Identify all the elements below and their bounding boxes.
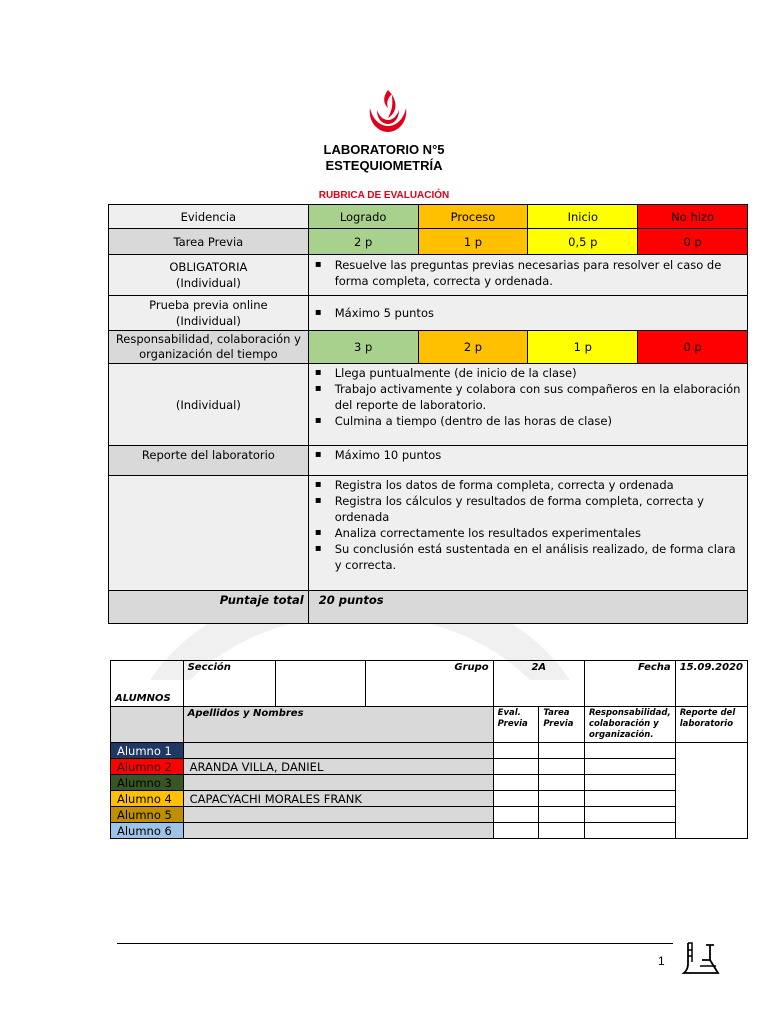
rubric-title: RUBRICA DE EVALUACIÓN — [318, 190, 450, 201]
empty-cell — [109, 476, 309, 591]
eval-cell[interactable] — [493, 743, 539, 759]
student-name[interactable] — [183, 743, 493, 759]
reporte-row — [109, 446, 748, 476]
resp-cell[interactable] — [585, 807, 676, 823]
student-row — [111, 775, 748, 791]
list-item: ▪ Llega puntualmente (de inicio de la clase) — [335, 365, 743, 381]
empty-cell — [111, 707, 184, 743]
resp-cell[interactable] — [585, 759, 676, 775]
grupo-label: Grupo — [365, 661, 493, 707]
score-proceso: 1 p — [418, 229, 528, 255]
student-row — [111, 807, 748, 823]
student-name[interactable]: ARANDA VILLA, DANIEL — [183, 759, 493, 775]
list-item: ▪ Trabajo activamente y colabora con sus compañeros en la elaboración del reporte de laboratorio. — [335, 381, 743, 413]
resp-cell[interactable] — [585, 743, 676, 759]
tarea-cell[interactable] — [539, 759, 585, 775]
header-evidencia: Evidencia — [109, 205, 309, 229]
rubric-header-row — [109, 205, 748, 229]
header-inicio: Inicio — [528, 205, 638, 229]
seccion-label: Sección — [183, 661, 275, 707]
responsabilidad-row — [109, 331, 748, 364]
students-header-row — [111, 661, 748, 707]
alumno-label: Alumno 3 — [111, 775, 184, 791]
score-proceso: 2 p — [418, 331, 528, 364]
header-logrado: Logrado — [308, 205, 418, 229]
alumno-label: Alumno 2 — [111, 759, 184, 775]
obligatoria-cell — [109, 255, 309, 296]
col-resp: Responsabilidad, colaboración y organización. — [585, 707, 676, 743]
resp-cell[interactable] — [585, 823, 676, 839]
eval-cell[interactable] — [493, 807, 539, 823]
tarea-cell[interactable] — [539, 807, 585, 823]
eval-cell[interactable] — [493, 791, 539, 807]
list-item: ▪ Máximo 10 puntos — [335, 447, 743, 463]
list-item: ▪ Analiza correctamente los resultados experimentales — [335, 525, 743, 541]
score-logrado: 3 p — [308, 331, 418, 364]
alumno-label: Alumno 4 — [111, 791, 184, 807]
prueba-cell — [109, 296, 309, 331]
score-no-hizo: 0 p — [638, 331, 748, 364]
reporte-cell[interactable] — [675, 743, 747, 839]
tarea-previa-row — [109, 229, 748, 255]
list-item: ▪ Culmina a tiempo (dentro de las horas de clase) — [335, 413, 743, 429]
header-proceso: Proceso — [418, 205, 528, 229]
total-value: 20 puntos — [308, 591, 747, 624]
col-reporte: Reporte del laboratorio — [675, 707, 747, 743]
resp-cell[interactable] — [585, 791, 676, 807]
alumno-label: Alumno 5 — [111, 807, 184, 823]
flask-icon — [680, 940, 722, 976]
score-logrado: 2 p — [308, 229, 418, 255]
student-row — [111, 823, 748, 839]
eval-cell[interactable] — [493, 775, 539, 791]
students-columns-row — [111, 707, 748, 743]
list-item: ▪ Resuelve las preguntas previas necesarias para resolver el caso de forma completa, correcta y ordenada. — [335, 257, 743, 289]
reporte-detalle-row — [109, 476, 748, 591]
responsabilidad-label: Responsabilidad, colaboración y organización del tiempo — [109, 331, 309, 364]
col-nombres: Apellidos y Nombres — [183, 707, 493, 743]
fecha-value: 15.09.2020 — [675, 661, 747, 707]
alumno-label: Alumno 1 — [111, 743, 184, 759]
lab-title: LABORATORIO N°5 — [323, 142, 445, 157]
score-inicio: 1 p — [528, 331, 638, 364]
rubric-table — [108, 204, 748, 624]
page-number: 1 — [658, 954, 665, 968]
student-name[interactable] — [183, 823, 493, 839]
tarea-cell[interactable] — [539, 823, 585, 839]
upc-flame-logo — [364, 88, 412, 134]
student-row — [111, 759, 748, 775]
list-item: ▪ Máximo 5 puntos — [335, 305, 743, 321]
students-table — [110, 660, 748, 839]
tarea-previa-label: Tarea Previa — [109, 229, 309, 255]
score-inicio: 0,5 p — [528, 229, 638, 255]
tarea-cell[interactable] — [539, 743, 585, 759]
col-eval: Eval. Previa — [493, 707, 539, 743]
obligatoria-label: OBLIGATORIA — [169, 260, 248, 274]
eval-cell[interactable] — [493, 759, 539, 775]
individual-label: (Individual) — [109, 364, 309, 446]
resp-cell[interactable] — [585, 775, 676, 791]
student-row — [111, 743, 748, 759]
total-row — [109, 591, 748, 624]
tarea-cell[interactable] — [539, 775, 585, 791]
obligatoria-row — [109, 255, 748, 296]
footer-divider — [117, 943, 673, 944]
list-item: ▪ Registra los cálculos y resultados de forma completa, correcta y ordenada — [335, 493, 743, 525]
list-item: ▪ Registra los datos de forma completa, correcta y ordenada — [335, 477, 743, 493]
prueba-label: Prueba previa online — [149, 298, 268, 312]
obligatoria-sub: (Individual) — [175, 276, 241, 290]
score-no-hizo: 0 p — [638, 229, 748, 255]
fecha-label: Fecha — [585, 661, 676, 707]
reporte-detalle-desc — [308, 476, 747, 591]
prueba-sub: (Individual) — [175, 314, 241, 328]
tarea-cell[interactable] — [539, 791, 585, 807]
alumnos-label: ALUMNOS — [111, 661, 184, 707]
individual-row — [109, 364, 748, 446]
eval-cell[interactable] — [493, 823, 539, 839]
student-name[interactable] — [183, 775, 493, 791]
prueba-row — [109, 296, 748, 331]
total-label: Puntaje total — [109, 591, 309, 624]
obligatoria-desc — [308, 255, 747, 296]
grupo-value: 2A — [493, 661, 584, 707]
header-no-hizo: No hizo — [638, 205, 748, 229]
student-name[interactable]: CAPACYACHI MORALES FRANK — [183, 791, 493, 807]
individual-desc — [308, 364, 747, 446]
student-row — [111, 791, 748, 807]
list-item: ▪ Su conclusión está sustentada en el análisis realizado, de forma clara y correcta. — [335, 541, 743, 573]
prueba-desc — [308, 296, 747, 331]
reporte-desc — [308, 446, 747, 476]
reporte-label: Reporte del laboratorio — [109, 446, 309, 476]
seccion-field[interactable] — [275, 661, 365, 707]
student-name[interactable] — [183, 807, 493, 823]
col-tarea: Tarea Previa — [539, 707, 585, 743]
alumno-label: Alumno 6 — [111, 823, 184, 839]
lab-subtitle: ESTEQUIOMETRÍA — [325, 158, 443, 173]
